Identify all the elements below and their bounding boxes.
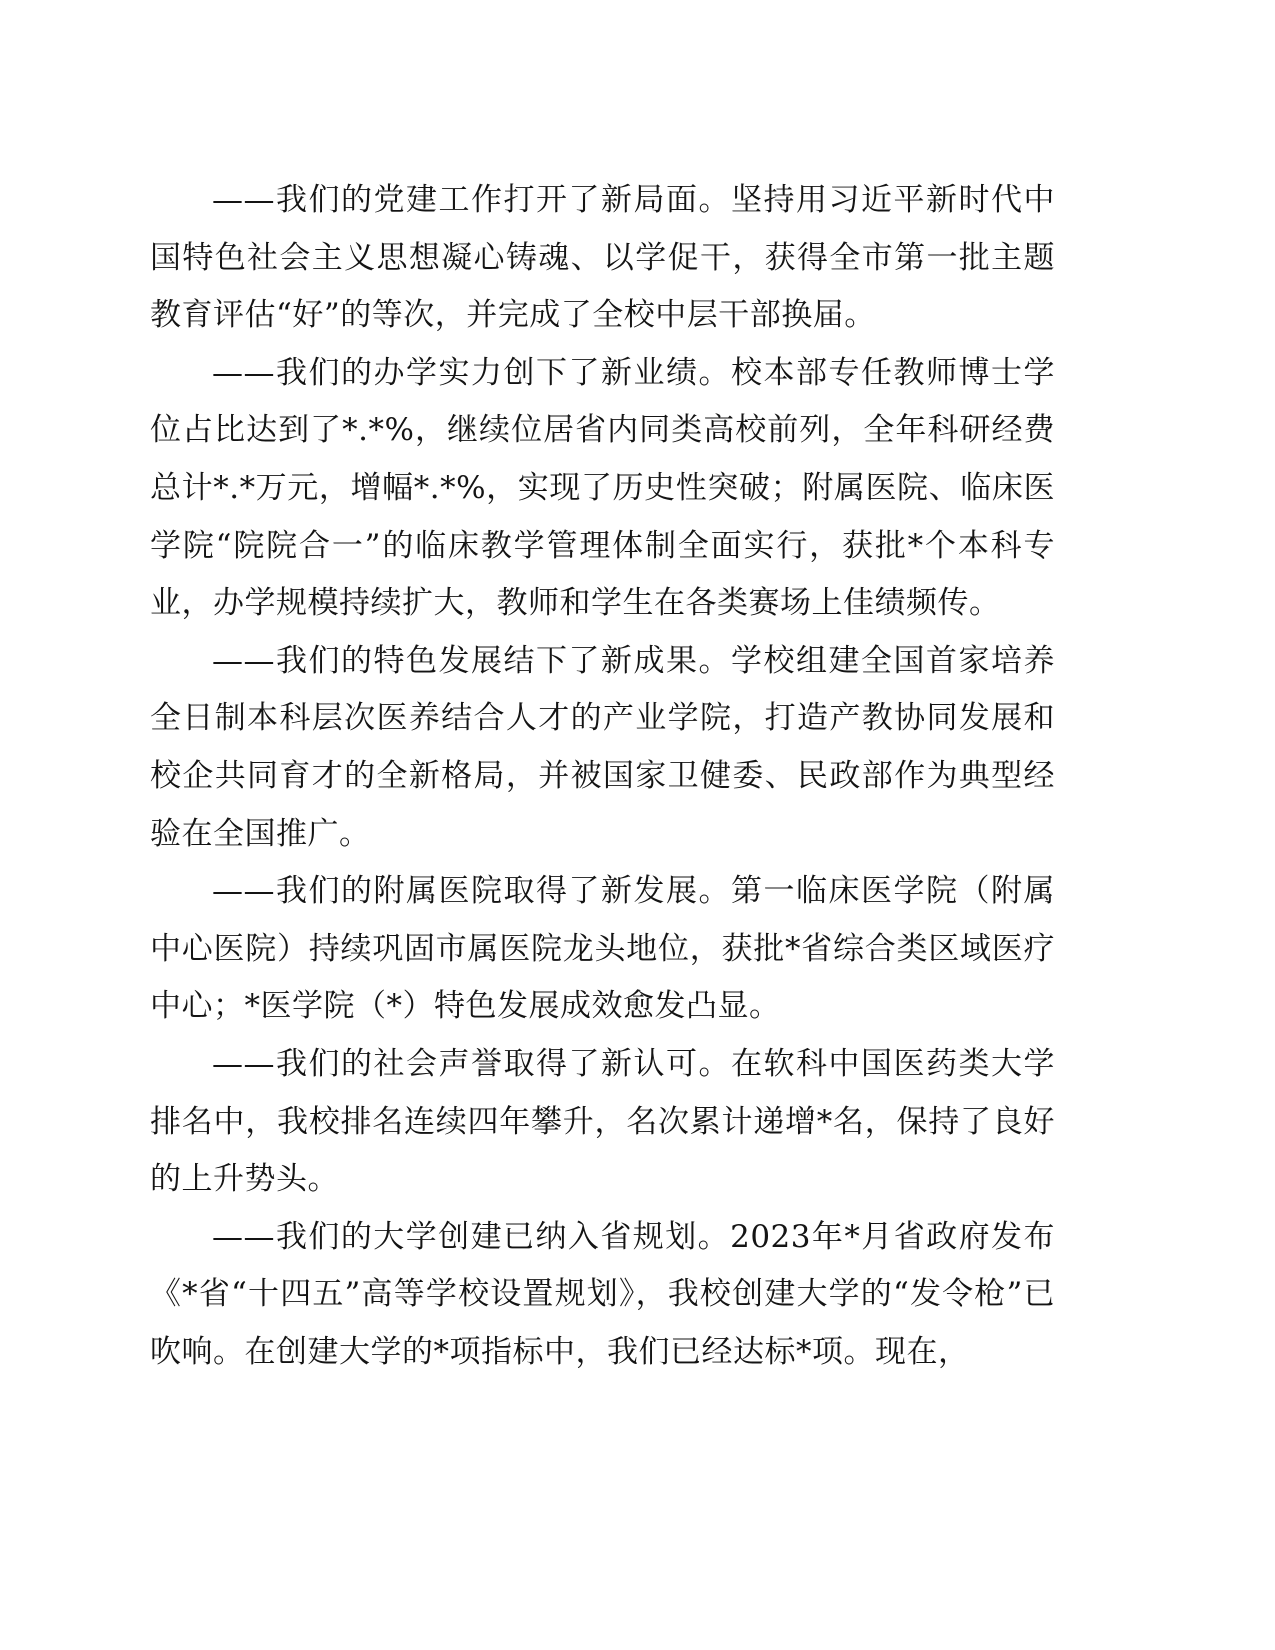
paragraph-university-creation: ——我们的大学创建已纳入省规划。2023年*月省政府发布《*省“十四五”高等学校设置规划》，我校创建大学的“发令枪”已吹响。在创建大学的*项指标中，我们已经达标*项。现在，: [150, 1218, 1055, 1370]
document-page: [150, 172, 1055, 1381]
paragraph-school-strength: ——我们的办学实力创下了新业绩。校本部专任教师博士学位占比达到了*.*%，继续位居省内同类高校前列，全年科研经费总计*.*万元，增幅*.*%，实现了历史性突破；附属医院、临床医学院“院院合一”的临床教学管理体制全面实行，获批*个本科专业，办学规模持续扩大，教师和学生在各类赛场上佳绩频传。: [150, 354, 1055, 622]
paragraph-affiliated-hospital: ——我们的附属医院取得了新发展。第一临床医学院（附属中心医院）持续巩固市属医院龙头地位，获批*省综合类区域医疗中心；*医学院（*）特色发展成效愈发凸显。: [150, 873, 1055, 1025]
paragraph-party-building: ——我们的党建工作打开了新局面。坚持用习近平新时代中国特色社会主义思想凝心铸魂、以学促干，获得全市第一批主题教育评估“好”的等次，并完成了全校中层干部换届。: [150, 182, 1055, 334]
paragraph-social-reputation: ——我们的社会声誉取得了新认可。在软科中国医药类大学排名中，我校排名连续四年攀升，名次累计递增*名，保持了良好的上升势头。: [150, 1045, 1055, 1198]
paragraph-distinctive-development: ——我们的特色发展结下了新成果。学校组建全国首家培养全日制本科层次医养结合人才的产业学院，打造产教协同发展和校企共同育才的全新格局，并被国家卫健委、民政部作为典型经验在全国推广。: [150, 642, 1055, 852]
